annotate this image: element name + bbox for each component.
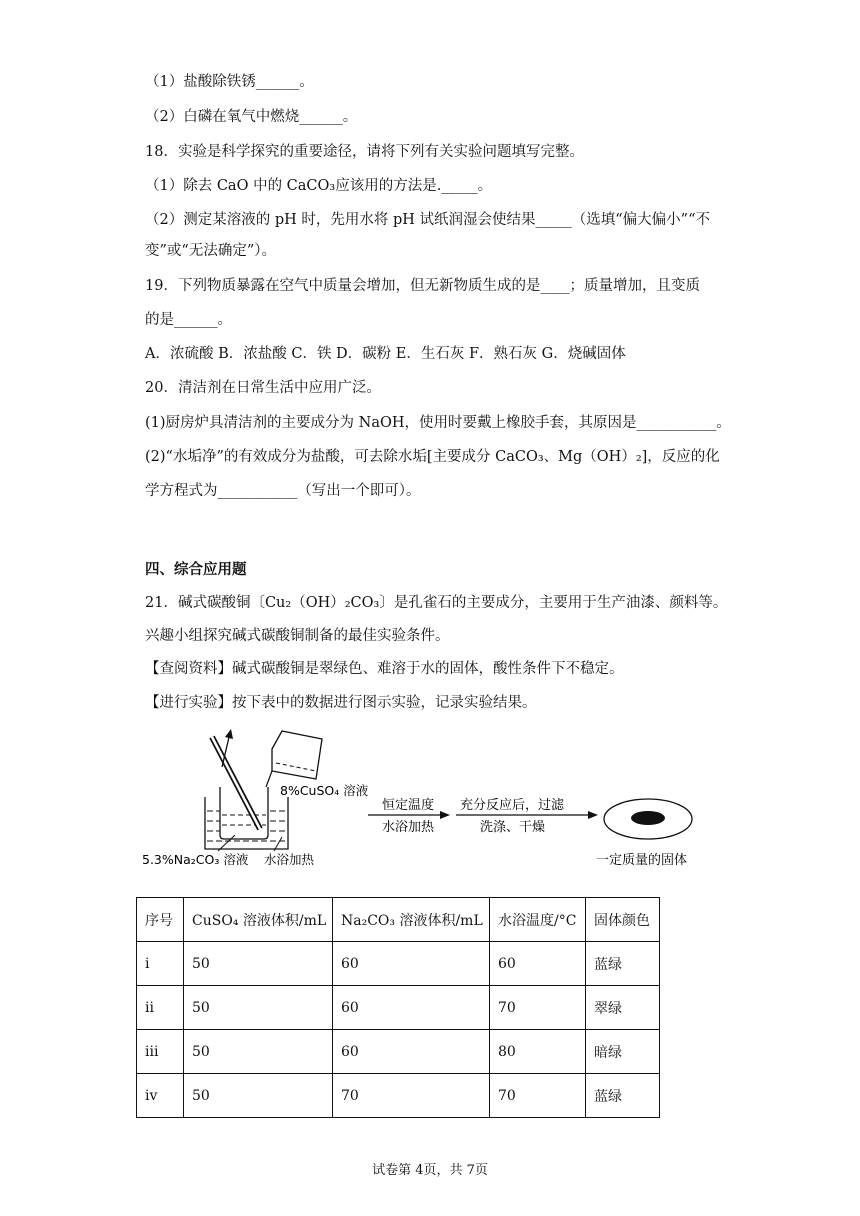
- table-cell: 50: [184, 986, 333, 1030]
- arrow2-top-label: 充分反应后，过滤: [460, 798, 565, 813]
- header-cell: 序号: [137, 898, 184, 942]
- table-cell: 70: [490, 986, 586, 1030]
- results-table: [136, 897, 660, 1118]
- page-footer: 试卷第 4页，共 7页: [372, 1163, 488, 1178]
- question-19-options: A．浓硫酸 B．浓盐酸 C．铁 D．碳粉 E．生石灰 F．熟石灰 G．烧碱固体: [145, 346, 626, 362]
- question-21-line-2: 兴趣小组探究碱式碳酸铜制备的最佳实验条件。: [145, 628, 450, 644]
- question-21-line-1: 21．碱式碳酸铜〔Cu₂（OH）₂CO₃〕是孔雀石的主要成分，主要用于生产油漆、颜料等。: [145, 595, 728, 611]
- table-cell: 蓝绿: [586, 1074, 660, 1118]
- table-cell: 蓝绿: [586, 942, 660, 986]
- header-cell: Na₂CO₃ 溶液体积/mL: [333, 898, 490, 942]
- table-cell: 60: [333, 986, 490, 1030]
- cuso4-label: 8%CuSO₄ 溶液: [280, 783, 369, 798]
- process-arrow-2-head: [588, 811, 598, 819]
- table-cell: iv: [137, 1074, 184, 1118]
- table-cell: ii: [137, 986, 184, 1030]
- table-row: [137, 986, 660, 1030]
- question-17-part-2: （2）白磷在氧气中燃烧______。: [145, 109, 358, 125]
- table-row: [137, 942, 660, 986]
- pouring-beaker: [272, 731, 322, 779]
- arrow2-bottom-label: 洗涤、干燥: [480, 820, 546, 835]
- table-cell: 暗绿: [586, 1030, 660, 1074]
- header-cell: CuSO₄ 溶液体积/mL: [184, 898, 333, 942]
- header-cell: 固体颜色: [586, 898, 660, 942]
- table-cell: 70: [333, 1074, 490, 1118]
- question-21-experiment: 【进行实验】按下表中的数据进行图示实验，记录实验结果。: [145, 695, 537, 711]
- question-17-part-1: （1）盐酸除铁锈______。: [145, 74, 314, 90]
- table-cell: 60: [333, 942, 490, 986]
- table-cell: 80: [490, 1030, 586, 1074]
- table-row: [137, 1030, 660, 1074]
- question-18-part-2-line-1: （2）测定某溶液的 pH 时，先用水将 pH 试纸润湿会使结果_____（选填“偏大偏小”“不: [145, 212, 711, 228]
- table-row: [137, 1074, 660, 1118]
- table-cell: 60: [490, 942, 586, 986]
- table-cell: 60: [333, 1030, 490, 1074]
- header-cell: 水浴温度/°C: [490, 898, 586, 942]
- motion-arrow-head: [225, 729, 233, 739]
- section-heading: 四、综合应用题: [145, 561, 247, 578]
- table-cell: 70: [490, 1074, 586, 1118]
- result-label: 一定质量的固体: [596, 853, 688, 868]
- arrow1-bottom-label: 水浴加热: [382, 820, 435, 835]
- bath-label: 水浴加热: [264, 852, 315, 867]
- table-cell: i: [137, 942, 184, 986]
- question-18-part-2-line-2: 变”或“无法确定”）。: [145, 243, 276, 259]
- question-20-stem: 20．清洁剂在日常生活中应用广泛。: [145, 380, 381, 396]
- table-header-row: [137, 898, 660, 942]
- question-18-stem: 18．实验是科学探究的重要途径，请将下列有关实验问题填写完整。: [145, 144, 584, 160]
- table-cell: 翠绿: [586, 986, 660, 1030]
- question-21-info: 【查阅资料】碱式碳酸铜是翠绿色、难溶于水的固体，酸性条件下不稳定。: [145, 661, 624, 677]
- process-arrow-1-head: [440, 811, 450, 819]
- table-cell: 50: [184, 942, 333, 986]
- question-20-part-1: (1)厨房炉具清洁剂的主要成分为 NaOH，使用时要戴上橡胶手套，其原因是___________。: [145, 415, 731, 431]
- question-18-part-1: （1）除去 CaO 中的 CaCO₃应该用的方法是._____。: [145, 178, 493, 194]
- question-20-part-2-line-2: 学方程式为___________（写出一个即可）。: [145, 483, 421, 499]
- table-cell: 50: [184, 1074, 333, 1118]
- question-19-line-2: 的是______。: [145, 312, 232, 328]
- question-19-line-1: 19．下列物质暴露在空气中质量会增加，但无新物质生成的是____；质量增加，且变质: [145, 278, 700, 294]
- na2co3-label: 5.3%Na₂CO₃ 溶液: [142, 852, 249, 867]
- table-cell: 50: [184, 1030, 333, 1074]
- table-cell: iii: [137, 1030, 184, 1074]
- question-20-part-2-line-1: (2)“水垢净”的有效成分为盐酸，可去除水垢[主要成分 CaCO₃、Mg（OH）₂]，反应的化: [145, 449, 720, 465]
- arrow1-top-label: 恒定温度: [382, 798, 435, 813]
- solid-residue: [631, 811, 665, 825]
- pouring-stream: [266, 771, 272, 787]
- experiment-diagram: [140, 725, 710, 875]
